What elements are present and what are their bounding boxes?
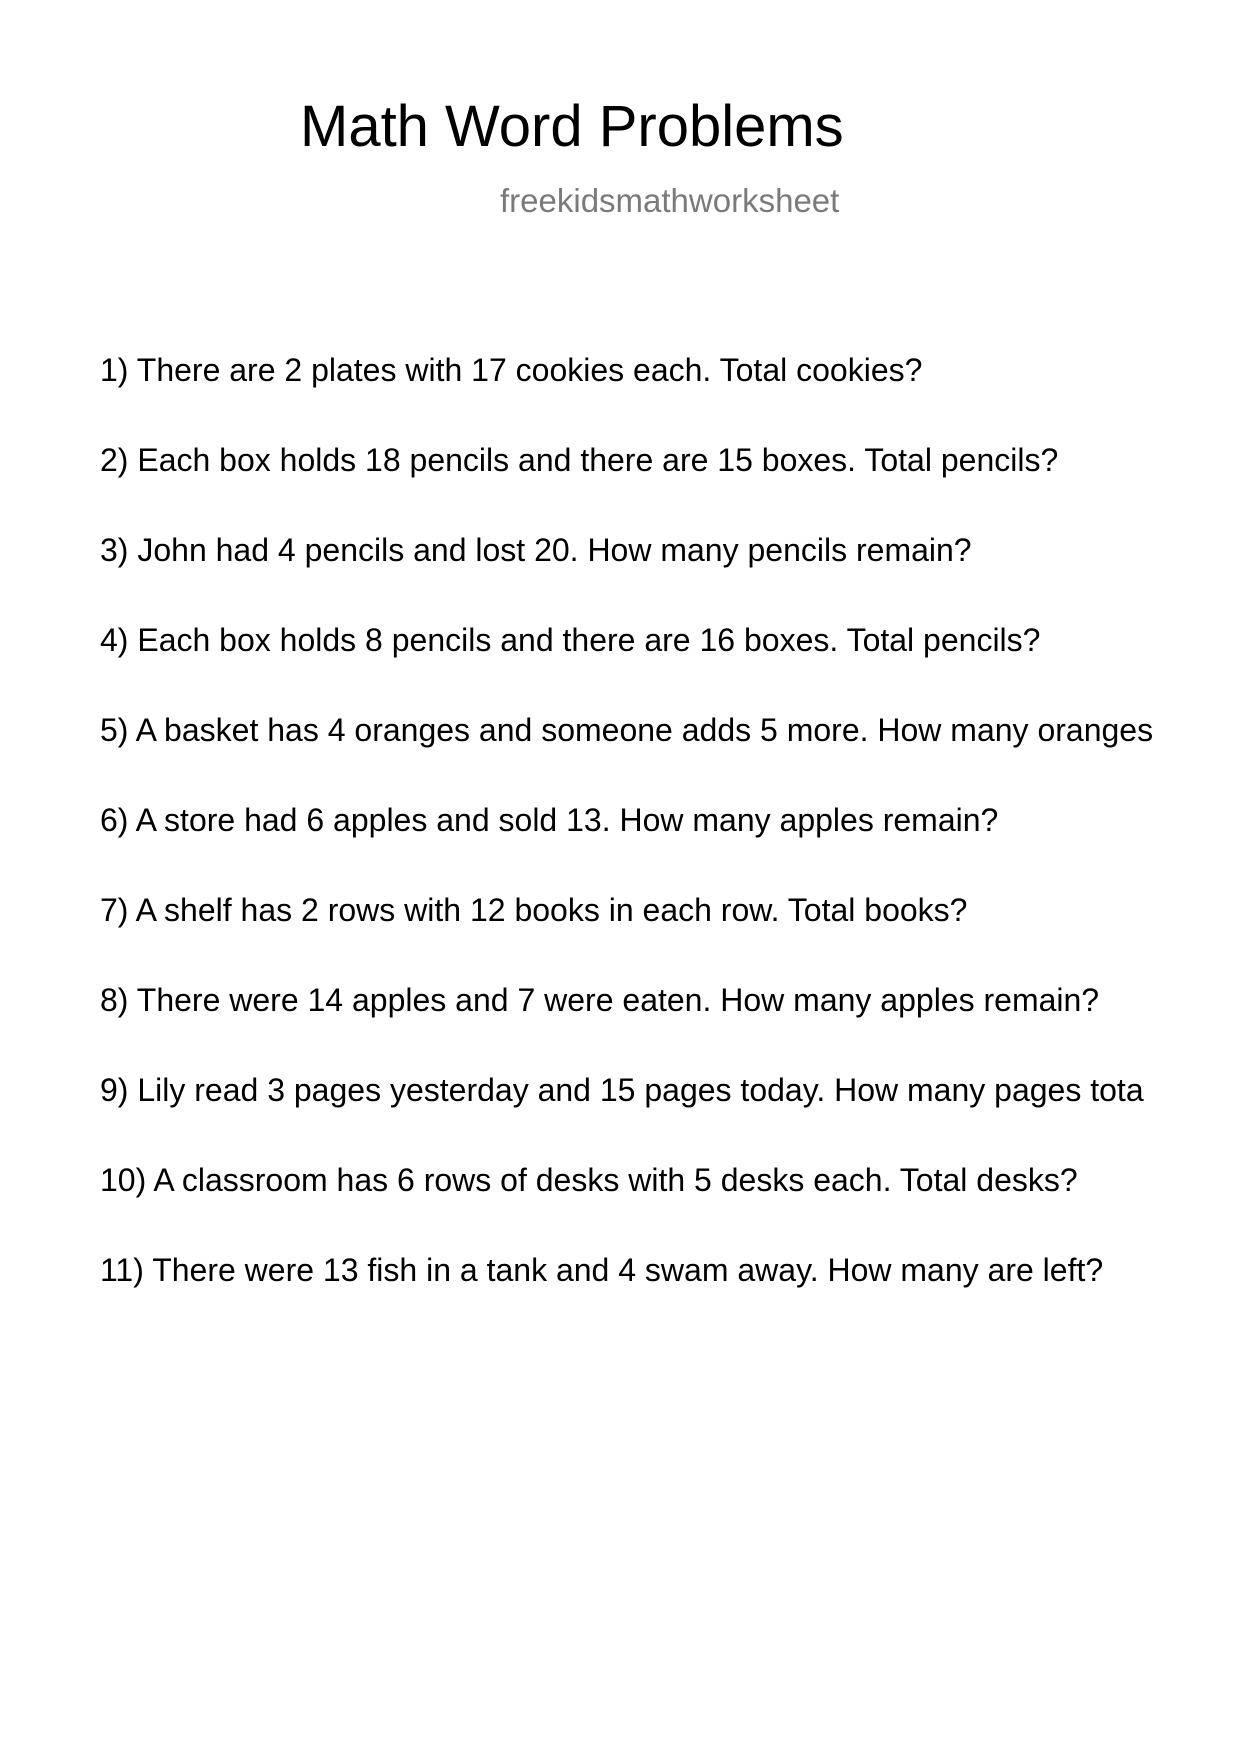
problem-11: 11) There were 13 fish in a tank and 4 swam away. How many are left?: [100, 1252, 1104, 1288]
problem-1: 1) There are 2 plates with 17 cookies each. Total cookies?: [100, 352, 923, 388]
problem-10: 10) A classroom has 6 rows of desks with 5 desks each. Total desks?: [100, 1162, 1078, 1198]
problem-6: 6) A store had 6 apples and sold 13. How many apples remain?: [100, 802, 999, 838]
problem-7: 7) A shelf has 2 rows with 12 books in each row. Total books?: [100, 892, 968, 928]
page-title: Math Word Problems: [300, 94, 844, 159]
problem-4: 4) Each box holds 8 pencils and there are 16 boxes. Total pencils?: [100, 622, 1041, 658]
problem-5: 5) A basket has 4 oranges and someone adds 5 more. How many oranges: [100, 712, 1154, 748]
problem-8: 8) There were 14 apples and 7 were eaten. How many apples remain?: [100, 982, 1100, 1018]
page-subtitle: freekidsmathworksheet: [500, 182, 840, 219]
problem-9: 9) Lily read 3 pages yesterday and 15 pages today. How many pages tota: [100, 1072, 1144, 1108]
problem-3: 3) John had 4 pencils and lost 20. How many pencils remain?: [100, 532, 972, 568]
problem-2: 2) Each box holds 18 pencils and there are 15 boxes. Total pencils?: [100, 442, 1059, 478]
problem-list: [100, 352, 1240, 1342]
